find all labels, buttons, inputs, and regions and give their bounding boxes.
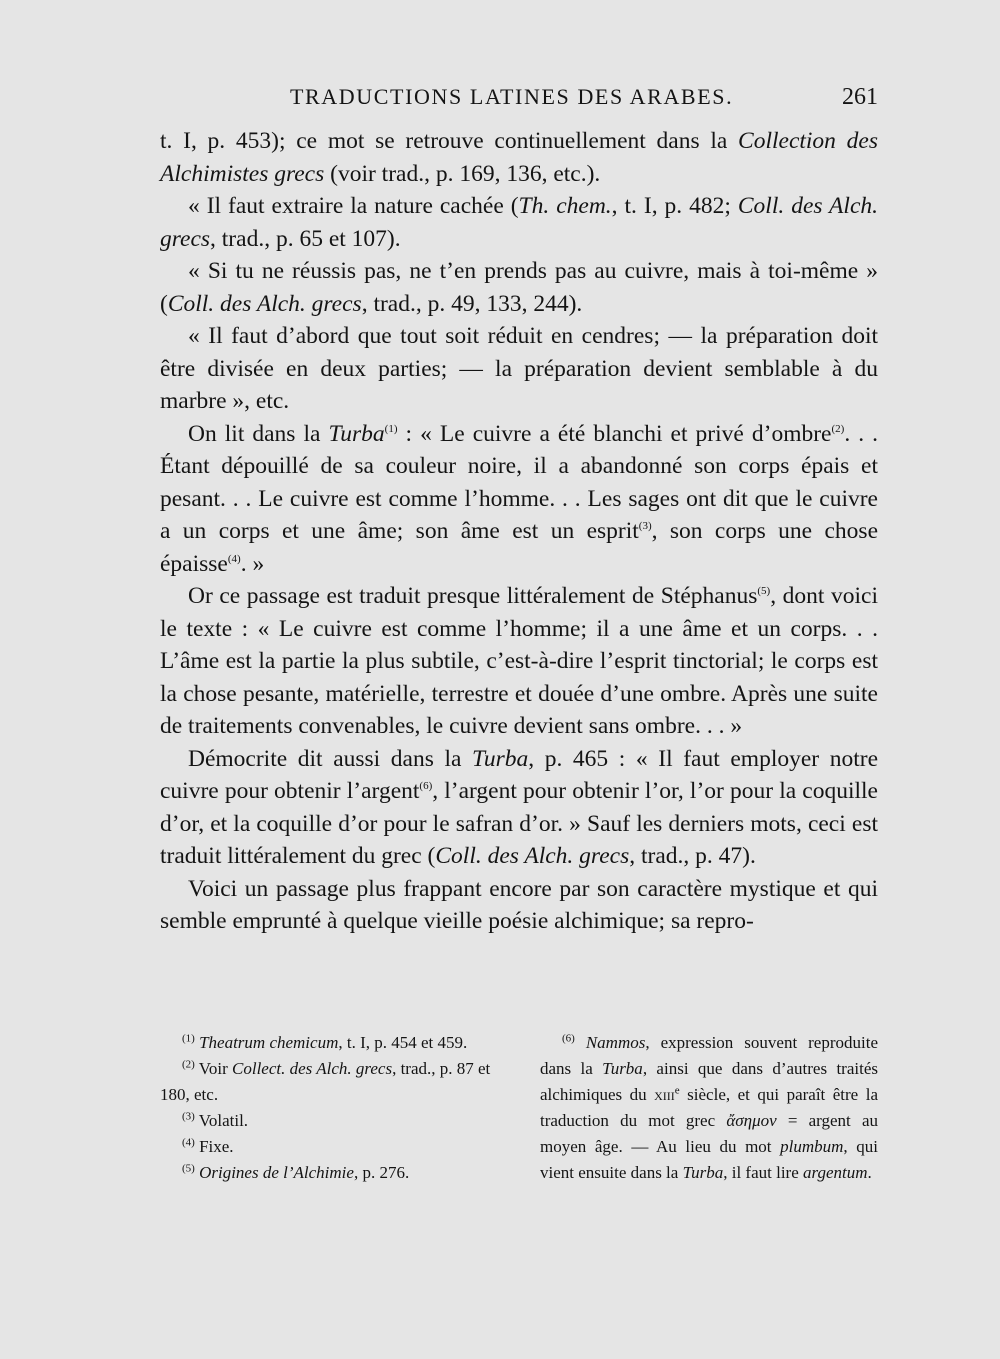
footnotes: [160, 1030, 878, 1186]
footnote-ref: (5): [757, 585, 771, 598]
italic-run: Turba: [472, 745, 529, 772]
text-run: « Si tu ne réussis pas, ne t’en prends pas au cuivre, mais à toi-même » (: [160, 258, 878, 317]
italic-run: Nammos: [585, 1033, 646, 1052]
text-run: = argent au moyen âge. — Au lieu du mot: [540, 1111, 878, 1156]
paragraph: [160, 190, 878, 255]
italic-run: Coll. des Alch. grecs: [167, 290, 362, 317]
text-run: , expression souvent reproduite dans la: [540, 1033, 879, 1078]
text-run: , trad., p. 65 et 107).: [210, 225, 401, 252]
italic-run: Collect. des Alch. grecs: [232, 1059, 393, 1078]
italic-run: Collection des Alchimistes grecs: [160, 128, 878, 187]
footnote-mark: (3): [182, 1110, 195, 1123]
page-number: 261: [842, 84, 878, 110]
text-run: Voir: [198, 1059, 233, 1078]
italic-run: Origines de l’Alchimie: [199, 1163, 354, 1182]
footnote: [160, 1160, 500, 1186]
text-run: Volatil.: [198, 1111, 249, 1130]
footnote: [540, 1030, 878, 1186]
text-run: , trad., p. 47).: [629, 843, 756, 869]
text-run: , son corps une chose épaisse: [160, 518, 879, 577]
paragraph: [160, 743, 878, 873]
footnotes-right-column: [540, 1030, 878, 1186]
italic-run: Turba: [328, 420, 385, 447]
small-caps-run: xiii: [654, 1085, 675, 1104]
text-run: siècle, et qui paraît être la traduction du mot grec: [540, 1085, 878, 1130]
italic-run: Th. chem.: [518, 193, 612, 219]
footnote-ref: (6): [419, 780, 433, 793]
text-run: Or ce passage est traduit presque littéralement de Stéphanus: [188, 583, 758, 609]
text-run: .: [867, 1163, 872, 1182]
text-run: , ainsi que dans d’autres traités alchimiques du: [540, 1059, 878, 1104]
text-run: , qui vient ensuite dans la: [540, 1137, 878, 1182]
running-title: TRADUCTIONS LATINES DES ARABES.: [290, 84, 734, 109]
paragraph: [160, 255, 878, 320]
footnotes-left-column: [160, 1030, 500, 1186]
footnote-mark: (6): [562, 1032, 575, 1045]
text-run: : « Le cuivre a été blanchi et privé d’ombre: [397, 420, 832, 447]
main-text: [160, 125, 878, 938]
italic-run: Coll. des Alch. grecs: [435, 843, 630, 869]
footnote: [160, 1134, 500, 1160]
text-run: , dont voici le texte : « Le cuivre est comme l’homme; il a une âme et un corps. . . L’âme est la partie la plus subtile, c’est-à-dire l’esprit tinctorial; le corps est la chose pesante, matérielle, terrestre et douée d’une ombre. Après une suite de traitements convenables, le cuivre devient sans ombre. . . »: [160, 583, 878, 739]
text-run: . . . Étant dépouillé de sa couleur noire, il a abandonné son corps épais et pesant. . . Le cuivre est comme l’homme. . . Les sages ont dit que le cuivre a un corps et une âme; son âme est un esprit: [160, 420, 879, 544]
text-run: , il faut lire: [723, 1163, 803, 1182]
text-run: Fixe.: [199, 1137, 234, 1156]
footnote-ref: (2): [831, 422, 845, 435]
footnote: [160, 1108, 500, 1134]
text-run: , t. I, p. 454 et 459.: [338, 1033, 468, 1052]
page-header: [160, 84, 878, 118]
text-run: On lit dans la: [188, 420, 329, 447]
paragraph: Voici un passage plus frappant encore par son caractère mystique et qui semble emprunté à quelque vieille poésie alchimique; sa repro-: [160, 875, 878, 934]
italic-run: Coll. des Alch. grecs: [160, 193, 878, 252]
paragraph: [160, 125, 878, 190]
italic-run: plumbum: [780, 1137, 844, 1156]
text-run: Démocrite dit aussi dans la: [188, 745, 473, 772]
footnote-mark: (4): [182, 1136, 195, 1149]
text-run: « Il faut extraire la nature cachée (: [188, 193, 519, 219]
footnote-ref: (1): [384, 422, 398, 435]
paragraph: [160, 418, 878, 581]
text-run: (voir trad., p. 169, 136, etc.).: [324, 160, 601, 187]
text-run: . »: [240, 550, 265, 577]
italic-run: Theatrum chemicum: [199, 1033, 339, 1052]
footnote-mark: (2): [182, 1058, 195, 1071]
greek-word: ἄσημον: [726, 1111, 777, 1130]
text-run: , l’argent pour obtenir l’or, l’or pour la coquille d’or, et la coquille d’or pour le safran d’or. » Sauf les derniers mots, ceci est traduit littéralement du grec (: [160, 778, 878, 869]
text-run: , trad., p. 49, 133, 244).: [361, 290, 583, 317]
italic-run: argentum: [803, 1163, 868, 1182]
footnote-ref: (4): [227, 552, 241, 565]
text-run: , p. 465 : « Il faut employer notre cuivre pour obtenir l’argent: [160, 745, 878, 804]
text-run: , trad., p. 87 et 180, etc.: [160, 1059, 491, 1104]
footnote: [160, 1056, 500, 1108]
paragraph: [160, 580, 878, 743]
paragraph: « Il faut d’abord que tout soit réduit en cendres; — la préparation doit être divisée en deux parties; — la préparation devient semblable à du marbre », etc.: [160, 323, 878, 414]
text-run: , p. 276.: [353, 1163, 410, 1182]
italic-run: Turba: [682, 1163, 724, 1182]
footnote: [160, 1030, 500, 1056]
text-run: t. I, p. 453); ce mot se retrouve continuellement dans la: [160, 128, 739, 154]
superscript: e: [674, 1084, 680, 1097]
text-run: , t. I, p. 482;: [611, 193, 738, 219]
italic-run: Turba: [602, 1059, 643, 1078]
footnote-ref: (3): [638, 520, 652, 533]
footnote-mark: (5): [182, 1162, 195, 1175]
footnote-mark: (1): [182, 1032, 195, 1045]
